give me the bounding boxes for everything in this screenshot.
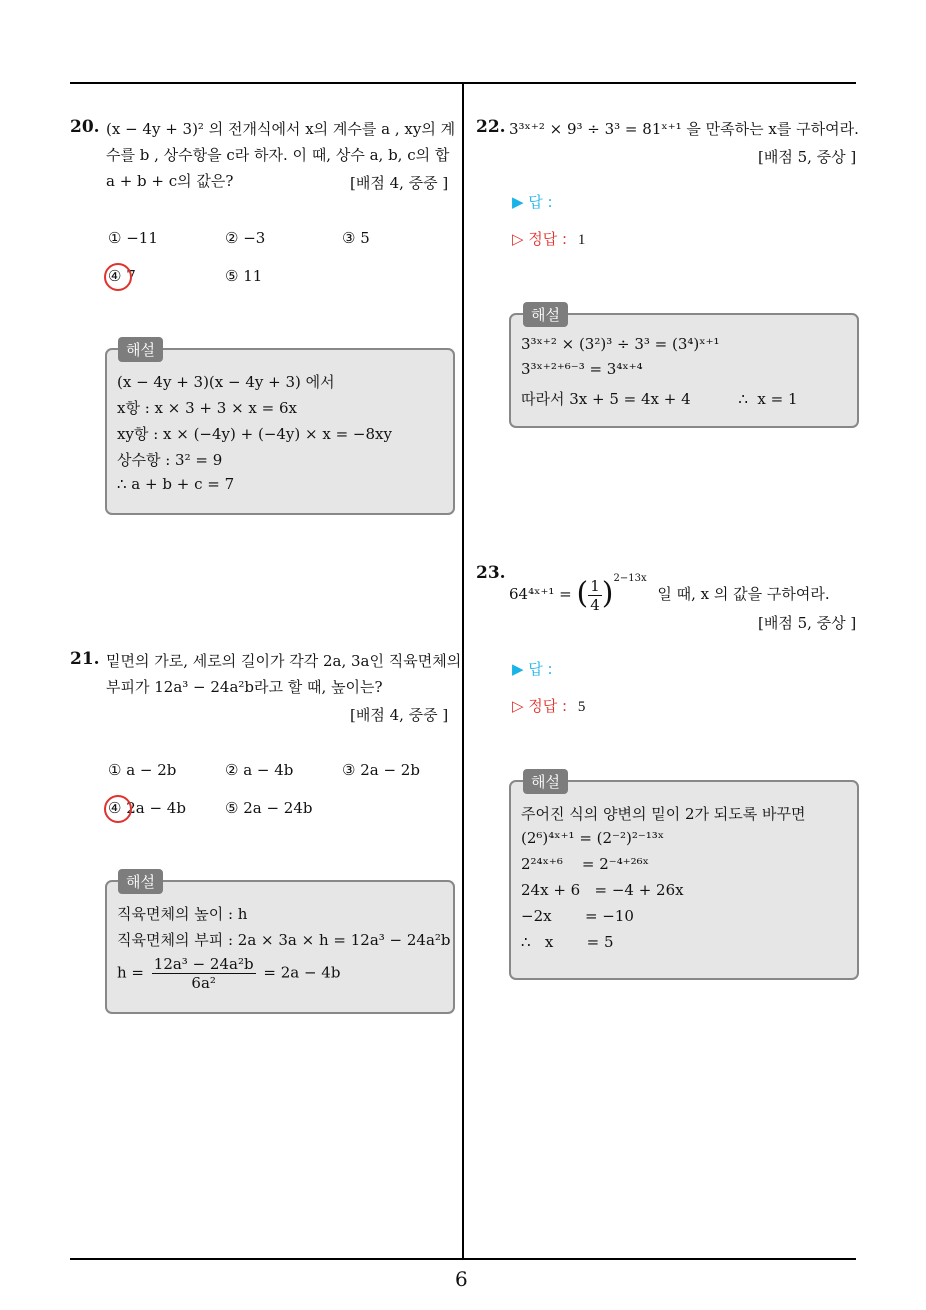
q20-solution-tag: 해설 [118,337,163,362]
q21-sol-line3 [117,955,340,992]
q20-choice-4[interactable]: ④ 7 [108,267,136,285]
q23-solution-tag: 해설 [523,769,568,794]
q20-choice-5[interactable]: ⑤ 11 [225,267,263,285]
page-number: 6 [455,1267,468,1291]
q22-score: [배점 5, 중상 ] [758,148,857,166]
q23-sol-line4: 24x + 6 = −4 + 26x [521,881,684,899]
q23-sol-line2: (2⁶)⁴ˣ⁺¹ = (2⁻²)²⁻¹³ˣ [521,829,665,847]
q20-score: [배점 4, 중중 ] [350,174,449,192]
q22-correct-value: 1 [577,232,586,248]
q20-stem-line1: (x − 4y + 3)² 의 전개식에서 x의 계수를 a , xy의 계 [106,120,456,138]
q22-correct-label: ▷ 정답 : [512,230,568,248]
q22-sol-line1: 3³ˣ⁺² × (3²)³ ÷ 3³ = (3⁴)ˣ⁺¹ [521,335,720,353]
q23-stem-right: 일 때, x 의 값을 구하여라. [657,585,830,603]
q21-choice-3[interactable]: ③ 2a − 2b [342,761,420,779]
q20-sol-line2: x항 : x × 3 + 3 × x = 6x [117,399,297,417]
q23-right-paren: ) [601,576,614,611]
q23-correct [512,695,585,716]
q22-correct [512,228,585,249]
q21-solution-tag: 해설 [118,869,163,894]
q21-sol-line2: 직육면체의 부피 : 2a × 3a × h = 12a³ − 24a²b [117,931,451,949]
q21-sol-h-numerator: 12a³ − 24a²b [153,955,254,973]
q20-choice-3[interactable]: ③ 5 [342,229,370,247]
q23-frac-num: 1 [590,576,600,595]
q20-choice-1[interactable]: ① −11 [108,229,158,247]
q21-stem-line2: 부피가 12a³ − 24a²b라고 할 때, 높이는? [106,678,383,696]
q21-choice-1[interactable]: ① a − 2b [108,761,177,779]
q23-sol-line3: 2²⁴ˣ⁺⁶ = 2⁻⁴⁺²⁶ˣ [521,855,650,873]
q20-stem-line3: a + b + c의 값은? [106,172,234,190]
q21-answer-mark-icon [104,795,132,823]
q21-choice-5[interactable]: ⑤ 2a − 24b [225,799,313,817]
q20-answer-mark-icon [104,263,132,291]
q23-stem [509,562,830,614]
q21-sol-h-fraction [152,955,256,992]
q21-choice-4[interactable]: ④ 2a − 4b [108,799,186,817]
q23-sol-line6: ∴ x = 5 [521,933,614,951]
q21-number: 21. [70,649,100,669]
q22-sol-line2: 3³ˣ⁺²⁺⁶⁻³ = 3⁴ˣ⁺⁴ [521,360,643,378]
q21-stem-line1: 밑면의 가로, 세로의 길이가 각각 2a, 3a인 직육면체의 [106,652,462,670]
q22-solution-tag: 해설 [523,302,568,327]
q20-sol-line4: 상수항 : 3² = 9 [117,451,223,469]
q22-stem: 3³ˣ⁺² × 9³ ÷ 3³ = 81ˣ⁺¹ 을 만족하는 x를 구하여라. [509,120,859,138]
q23-sol-line1: 주어진 식의 양변의 밑이 2가 되도록 바꾸면 [521,805,806,823]
q23-number: 23. [476,563,506,583]
column-divider [462,84,464,1260]
q23-stem-left: 64⁴ˣ⁺¹ = [509,585,572,603]
q20-number: 20. [70,117,100,137]
q23-answer-label: ▶ 답 : [512,660,553,678]
q21-sol-h-denominator: 6a² [191,974,216,992]
q23-score: [배점 5, 중상 ] [758,614,857,632]
q20-choice-2[interactable]: ② −3 [225,229,266,247]
bottom-rule [70,1258,856,1260]
q20-sol-line3: xy항 : x × (−4y) + (−4y) × x = −8xy [117,425,392,443]
q23-exponent: 2−13x [613,573,647,584]
q21-choice-2[interactable]: ② a − 4b [225,761,294,779]
q21-sol-h-prefix: h = [117,963,144,982]
q23-fraction [588,577,602,614]
q23-frac-den: 4 [590,595,600,614]
q23-correct-label: ▷ 정답 : [512,697,568,715]
q22-number: 22. [476,117,506,137]
q20-sol-line1: (x − 4y + 3)(x − 4y + 3) 에서 [117,373,335,391]
q22-sol-line3: 따라서 3x + 5 = 4x + 4 ∴ x = 1 [521,390,798,408]
q21-sol-h-suffix: = 2a − 4b [263,963,341,982]
q20-stem-line2: 수를 b , 상수항을 c라 하자. 이 때, 상수 a, b, c의 합 [106,146,450,164]
q21-sol-line1: 직육면체의 높이 : h [117,905,248,923]
q23-left-paren: ( [576,576,589,611]
q23-sol-line5: −2x = −10 [521,907,634,925]
q22-answer-label: ▶ 답 : [512,193,553,211]
q21-score: [배점 4, 중중 ] [350,706,449,724]
q20-sol-line5: ∴ a + b + c = 7 [117,475,235,493]
q23-correct-value: 5 [577,699,586,715]
